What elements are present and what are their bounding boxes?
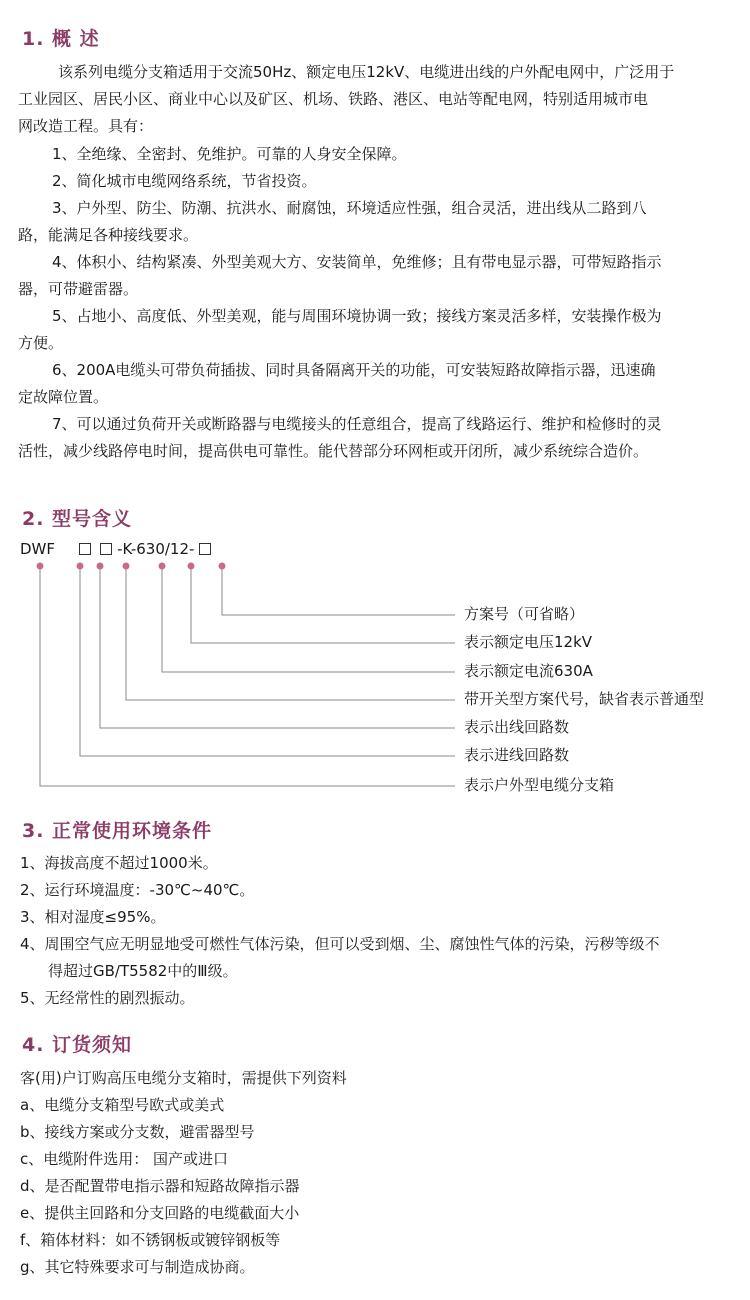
s3-line-0: 1、海拔高度不超过1000米。: [20, 854, 218, 872]
s4-line-1: a、电缆分支箱型号欧式或美式: [20, 1096, 225, 1114]
connector-voltage: [191, 567, 455, 643]
model-exp-2: 表示额定电流630A: [464, 662, 593, 680]
s1-line-5: 3、户外型、防尘、防潮、抗洪水、耐腐蚀，环境适应性强，组合灵活，进出线从二路到八: [52, 199, 647, 217]
s1-line-11: 6、200A电缆头可带负荷插拔、同时具备隔离开关的功能，可安装短路故障指示器，迅速确: [52, 361, 656, 379]
s4-line-6: f、箱体材料：如不锈钢板或镀锌钢板等: [20, 1231, 281, 1249]
model-middle: -K-630/12-: [117, 540, 195, 558]
section-4-title: 4. 订货须知: [22, 1034, 133, 1056]
s1-line-4: 2、简化城市电缆网络系统，节省投资。: [52, 172, 317, 190]
s4-line-5: e、提供主回路和分支回路的电缆截面大小: [20, 1204, 300, 1222]
s3-line-4: 得超过GB/T5582中的Ⅲ级。: [48, 962, 238, 980]
dot-voltage: [188, 563, 195, 570]
connector-dwf: [40, 567, 455, 786]
connector-scheme: [222, 567, 455, 615]
connector-k: [126, 567, 455, 700]
section-1-title: 1. 概 述: [22, 28, 100, 50]
s3-line-1: 2、运行环境温度：-30℃~40℃。: [20, 881, 255, 899]
dot-current: [159, 563, 166, 570]
s1-line-10: 方便。: [18, 334, 64, 352]
dot-scheme: [219, 563, 226, 570]
model-exp-5: 表示进线回路数: [464, 746, 570, 764]
s4-line-2: b、接线方案或分支数，避雷器型号: [20, 1123, 255, 1141]
model-exp-1: 表示额定电压12kV: [464, 633, 593, 651]
model-exp-3: 带开关型方案代号，缺省表示普通型: [464, 690, 705, 708]
s1-line-1: 工业园区、居民小区、商业中心以及矿区、机场、铁路、港区、电站等配电网，特别适用城市电: [18, 90, 649, 108]
s1-line-7: 4、体积小、结构紧凑、外型美观大方、安装简单，免维修；且有带电显示器，可带短路指示: [52, 253, 662, 271]
s1-line-6: 路，能满足各种接线要求。: [18, 226, 199, 244]
s4-line-7: g、其它特殊要求可与制造成协商。: [20, 1258, 255, 1276]
s1-line-9: 5、占地小、高度低、外型美观，能与周围环境协调一致；接线方案灵活多样，安装操作极为: [52, 307, 662, 325]
s4-line-4: d、是否配置带电指示器和短路故障指示器: [20, 1177, 300, 1195]
model-diagram: [0, 530, 750, 800]
s4-line-0: 客(用)户订购高压电缆分支箱时，需提供下列资料: [20, 1069, 347, 1087]
s3-line-2: 3、相对湿度≤95%。: [20, 908, 166, 926]
section-2-title: 2. 型号含义: [22, 508, 133, 530]
s1-line-3: 1、全绝缘、全密封、免维护。可靠的人身安全保障。: [52, 145, 407, 163]
s1-line-14: 活性，减少线路停电时间，提高供电可靠性。能代替部分环网柜或开闭所，减少系统综合造价。: [18, 442, 649, 460]
model-prefix: DWF: [20, 540, 56, 558]
connector-out: [100, 567, 455, 728]
s3-line-5: 5、无经常性的剧烈振动。: [20, 989, 195, 1007]
s1-line-0: 该系列电缆分支箱适用于交流50Hz、额定电压12kV、电缆进出线的户外配电网中，广泛用于: [58, 63, 675, 81]
section-3-title: 3. 正常使用环境条件: [22, 820, 213, 842]
s3-line-3: 4、周围空气应无明显地受可燃性气体污染，但可以受到烟、尘、腐蚀性气体的污染，污秽等级不: [20, 935, 660, 953]
s1-line-2: 网改造工程。具有：: [18, 117, 154, 135]
dot-dwf: [37, 563, 44, 570]
s1-line-13: 7、可以通过负荷开关或断路器与电缆接头的任意组合，提高了线路运行、维护和检修时的灵: [52, 415, 662, 433]
dot-out: [97, 563, 104, 570]
s1-line-12: 定故障位置。: [18, 388, 109, 406]
model-exp-0: 方案号（可省略）: [464, 605, 585, 623]
s4-line-3: c、电缆附件选用： 国产或进口: [20, 1150, 229, 1168]
connector-current: [162, 567, 455, 672]
model-exp-4: 表示出线回路数: [464, 718, 570, 736]
model-exp-6: 表示户外型电缆分支箱: [464, 776, 615, 794]
dot-in: [77, 563, 84, 570]
s1-line-8: 器，可带避雷器。: [18, 280, 139, 298]
dot-k: [123, 563, 130, 570]
